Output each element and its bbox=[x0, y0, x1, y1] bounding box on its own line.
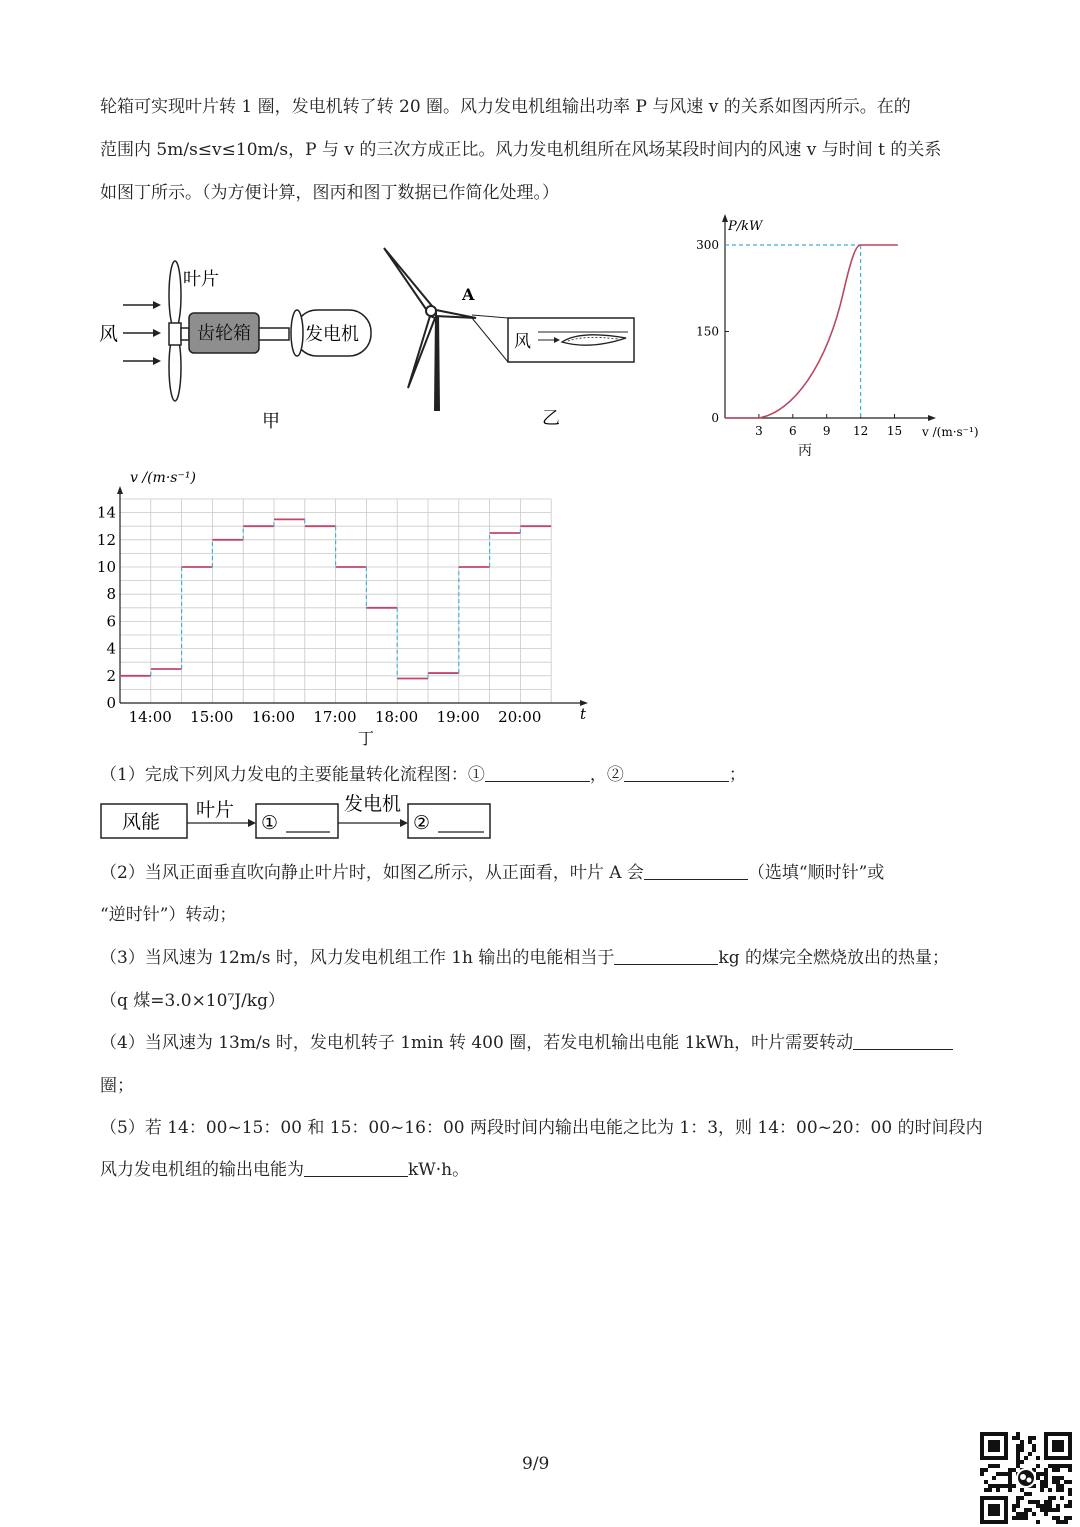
bing-ytick-label: 300 bbox=[696, 238, 719, 252]
qr-module bbox=[1064, 1480, 1068, 1484]
qr-module bbox=[1008, 1468, 1012, 1472]
turbine bbox=[384, 248, 476, 410]
question-1 bbox=[100, 760, 746, 785]
qr-code bbox=[980, 1432, 1072, 1524]
qr-module bbox=[1056, 1464, 1060, 1468]
q1-answer-blank-1[interactable] bbox=[485, 763, 590, 782]
qr-module bbox=[1016, 1496, 1020, 1500]
question-2-line-2: “逆时针”）转动； bbox=[100, 905, 237, 925]
qr-module bbox=[992, 1464, 996, 1468]
qr-module bbox=[1016, 1452, 1020, 1456]
qr-module bbox=[1036, 1500, 1040, 1504]
qr-module bbox=[1060, 1520, 1064, 1524]
qr-module bbox=[1040, 1472, 1044, 1476]
qr-module bbox=[1052, 1468, 1056, 1472]
bing-x-arrow bbox=[928, 415, 936, 421]
shaft-1 bbox=[181, 328, 189, 340]
qr-module bbox=[1036, 1464, 1040, 1468]
qr-module bbox=[1064, 1516, 1068, 1520]
qr-module bbox=[1048, 1496, 1052, 1500]
fig-jia-wind-label: 风 bbox=[99, 323, 119, 345]
qr-module bbox=[1024, 1456, 1028, 1460]
qr-module bbox=[1008, 1484, 1012, 1488]
qr-module bbox=[984, 1468, 988, 1472]
qr-module bbox=[984, 1488, 988, 1492]
qr-module bbox=[1008, 1480, 1012, 1484]
qr-module bbox=[1016, 1432, 1020, 1436]
qr-module bbox=[1036, 1504, 1040, 1508]
qr-module bbox=[1064, 1520, 1068, 1524]
qr-module bbox=[1016, 1456, 1020, 1460]
flow-box2-label: ① bbox=[261, 812, 279, 834]
ding-xtick-label: 18:00 bbox=[374, 708, 419, 726]
q3-text-b: kg 的煤完全燃烧放出的热量； bbox=[718, 948, 949, 968]
bing-xtick-label: 3 bbox=[755, 424, 763, 438]
qr-module bbox=[1056, 1476, 1060, 1480]
figure-jia bbox=[95, 255, 385, 435]
qr-module bbox=[1024, 1512, 1028, 1516]
q2-text-a: （2）当风正面垂直吹向静止叶片时，如图乙所示，从正面看，叶片 A 会 bbox=[100, 863, 644, 883]
qr-module bbox=[1020, 1440, 1024, 1444]
flow-arrow1-label: 叶片 bbox=[196, 799, 235, 821]
qr-module bbox=[1016, 1460, 1020, 1464]
bing-caption: 丙 bbox=[798, 443, 812, 459]
q3-text-a: （3）当风速为 12m/s 时，风力发电机组工作 1h 输出的电能相当于 bbox=[100, 948, 615, 968]
ding-xtick-label: 20:00 bbox=[498, 708, 542, 726]
qr-module bbox=[1020, 1488, 1024, 1492]
qr-module bbox=[1032, 1500, 1036, 1504]
qr-module bbox=[1008, 1488, 1012, 1492]
qr-module bbox=[1056, 1516, 1060, 1520]
q4-text-a: （4）当风速为 13m/s 时，发电机转子 1min 转 400 圈，若发电机输出电能 1kWh，叶片需要转动 bbox=[100, 1033, 854, 1053]
qr-module bbox=[1048, 1508, 1052, 1512]
q4-answer-blank[interactable] bbox=[853, 1031, 953, 1050]
fig-jia-generator-label: 发电机 bbox=[305, 324, 359, 345]
qr-module bbox=[1068, 1504, 1072, 1508]
chart-bing bbox=[690, 212, 990, 462]
question-5-line-1: （5）若 14：00~15：00 和 15：00~16：00 两段时间内输出电能之比为 1：3，则 14：00~20：00 的时间段内 bbox=[100, 1118, 983, 1138]
qr-module bbox=[1048, 1488, 1052, 1492]
qr-module bbox=[1068, 1480, 1072, 1484]
qr-module bbox=[1016, 1448, 1020, 1452]
qr-module bbox=[1056, 1520, 1060, 1524]
qr-module bbox=[1056, 1508, 1060, 1512]
qr-module bbox=[996, 1464, 1000, 1468]
bing-xtick-label: 15 bbox=[886, 424, 903, 438]
qr-module bbox=[1044, 1468, 1048, 1472]
ding-xtick-label: 15:00 bbox=[190, 708, 234, 726]
bing-xlabel: v /(m·s⁻¹) bbox=[922, 425, 979, 439]
fig-yi-wind-label: 风 bbox=[514, 332, 531, 352]
qr-module bbox=[1056, 1468, 1060, 1472]
q5-text-b: 风力发电机组的输出电能为 bbox=[100, 1160, 304, 1180]
q1-text: （1）完成下列风力发电的主要能量转化流程图：① bbox=[100, 765, 485, 785]
blade-upper bbox=[169, 261, 181, 329]
bing-ytick-label: 0 bbox=[711, 411, 719, 425]
qr-module bbox=[1048, 1500, 1052, 1504]
qr-module bbox=[1040, 1484, 1044, 1488]
bing-xtick-label: 12 bbox=[852, 424, 869, 438]
figure-yi bbox=[380, 240, 640, 435]
ding-ytick-group bbox=[97, 504, 116, 712]
qr-module bbox=[1012, 1504, 1016, 1508]
bing-power-curve bbox=[725, 245, 898, 418]
q1-sep: ，② bbox=[589, 765, 624, 785]
qr-module bbox=[1016, 1444, 1020, 1448]
qr-module bbox=[1024, 1516, 1028, 1520]
qr-module bbox=[1068, 1492, 1072, 1496]
qr-module bbox=[1032, 1444, 1036, 1448]
qr-module bbox=[1068, 1500, 1072, 1504]
qr-module bbox=[996, 1488, 1000, 1492]
ding-ytick-label: 2 bbox=[106, 666, 116, 685]
ding-ytick-label: 14 bbox=[96, 503, 116, 522]
qr-module bbox=[1044, 1472, 1048, 1476]
qr-module bbox=[1016, 1436, 1020, 1440]
qr-module bbox=[1044, 1500, 1048, 1504]
qr-module bbox=[1056, 1480, 1060, 1484]
qr-finder-core bbox=[988, 1440, 1000, 1452]
qr-module bbox=[1036, 1456, 1040, 1460]
ding-caption: 丁 bbox=[358, 729, 375, 748]
intro-line-1: 轮箱可实现叶片转 1 圈，发电机转了转 20 圈。风力发电机组输出功率 P 与风速 v 的关系如图丙所示。在的 bbox=[100, 97, 911, 117]
qr-module bbox=[1064, 1464, 1068, 1468]
qr-module bbox=[1060, 1488, 1064, 1492]
qr-module bbox=[1028, 1500, 1032, 1504]
ding-xtick-group bbox=[129, 708, 542, 726]
qr-module bbox=[1008, 1476, 1012, 1480]
qr-module bbox=[1044, 1476, 1048, 1480]
qr-module bbox=[984, 1480, 988, 1484]
ding-xtick-label: 19:00 bbox=[436, 708, 480, 726]
ding-ytick-label: 6 bbox=[106, 612, 116, 631]
qr-module bbox=[1032, 1512, 1036, 1516]
qr-module bbox=[992, 1476, 996, 1480]
flow-arrowhead-1 bbox=[248, 819, 256, 827]
bing-xtick-label: 9 bbox=[822, 424, 831, 438]
callout-line-2 bbox=[472, 318, 508, 362]
qr-module bbox=[1064, 1504, 1068, 1508]
shaft-2 bbox=[259, 328, 289, 340]
ding-ytick-label: 4 bbox=[106, 639, 116, 658]
ding-ytick-label: 12 bbox=[96, 530, 116, 549]
fig-jia-blade-label: 叶片 bbox=[183, 269, 219, 290]
qr-finder-core bbox=[988, 1504, 1000, 1516]
intro-line-2: 范围内 5m/s≤v≤10m/s，P 与 v 的三次方成正比。风力发电机组所在风场某段时间内的风速 v 与时间 t 的关系 bbox=[100, 140, 942, 160]
qr-module bbox=[1040, 1480, 1044, 1484]
energy-flowchart bbox=[98, 790, 498, 842]
qr-module bbox=[1032, 1448, 1036, 1452]
ding-xtick-label: 14:00 bbox=[128, 708, 172, 726]
qr-module bbox=[1048, 1464, 1052, 1468]
ding-xtick-label: 16:00 bbox=[251, 708, 296, 726]
qr-finder-core bbox=[1052, 1440, 1064, 1452]
ding-ytick-label: 10 bbox=[96, 558, 116, 576]
bing-ytick-group bbox=[696, 238, 729, 425]
qr-module bbox=[1052, 1464, 1056, 1468]
qr-module bbox=[1012, 1508, 1016, 1512]
fig-jia-caption: 甲 bbox=[262, 411, 280, 432]
qr-module bbox=[1052, 1508, 1056, 1512]
qr-module bbox=[1008, 1472, 1012, 1476]
qr-module bbox=[1044, 1480, 1048, 1484]
qr-module bbox=[980, 1468, 984, 1472]
qr-module bbox=[1040, 1508, 1044, 1512]
qr-module bbox=[992, 1484, 996, 1488]
qr-module bbox=[1000, 1472, 1004, 1476]
qr-module bbox=[1068, 1488, 1072, 1492]
q1-end: ； bbox=[728, 765, 746, 785]
q3-answer-blank[interactable] bbox=[614, 946, 718, 965]
ding-xtick-label: 17:00 bbox=[313, 708, 357, 726]
qr-module bbox=[1012, 1516, 1016, 1520]
qr-module bbox=[1020, 1460, 1024, 1464]
bing-guides bbox=[725, 245, 861, 418]
q5-answer-blank[interactable] bbox=[304, 1158, 408, 1177]
qr-module bbox=[1020, 1512, 1024, 1516]
qr-module bbox=[1024, 1492, 1028, 1496]
generator-end bbox=[291, 310, 303, 356]
qr-module bbox=[1012, 1484, 1016, 1488]
chart-ding bbox=[92, 462, 602, 752]
qr-module bbox=[1036, 1520, 1040, 1524]
qr-module bbox=[988, 1484, 992, 1488]
qr-module bbox=[1060, 1476, 1064, 1480]
qr-module bbox=[1024, 1508, 1028, 1512]
ding-y-arrow bbox=[117, 486, 123, 494]
qr-module bbox=[1056, 1504, 1060, 1508]
qr-module bbox=[1020, 1496, 1024, 1500]
qr-module bbox=[1068, 1464, 1072, 1468]
hub bbox=[169, 323, 181, 345]
qr-module bbox=[1052, 1496, 1056, 1500]
qr-module bbox=[1048, 1504, 1052, 1508]
qr-module bbox=[1028, 1452, 1032, 1456]
question-3-line-2: （q 煤=3.0×10⁷J/kg） bbox=[100, 991, 285, 1011]
qr-module bbox=[1032, 1436, 1036, 1440]
qr-module bbox=[1016, 1500, 1020, 1504]
qr-module bbox=[1004, 1484, 1008, 1488]
qr-module bbox=[1068, 1516, 1072, 1520]
qr-module bbox=[1028, 1508, 1032, 1512]
wind-arrows bbox=[123, 301, 161, 365]
qr-module bbox=[996, 1472, 1000, 1476]
qr-module bbox=[1028, 1440, 1032, 1444]
qr-module bbox=[1004, 1472, 1008, 1476]
ding-ylabel: v /(m·s⁻¹) bbox=[130, 470, 196, 486]
qr-module bbox=[1044, 1504, 1048, 1508]
label-a: A bbox=[462, 285, 475, 304]
fig-jia-gearbox-label: 齿轮箱 bbox=[197, 323, 251, 344]
qr-module bbox=[1068, 1468, 1072, 1472]
q1-answer-blank-2[interactable] bbox=[624, 763, 729, 782]
question-2-line-1 bbox=[100, 858, 884, 883]
flow-arrow2-label: 发电机 bbox=[344, 793, 402, 815]
question-5-line-2 bbox=[100, 1155, 469, 1180]
callout-line-1 bbox=[472, 315, 508, 318]
qr-module bbox=[1060, 1496, 1064, 1500]
qr-module bbox=[1000, 1484, 1004, 1488]
qr-module bbox=[1016, 1516, 1020, 1520]
qr-module bbox=[1044, 1512, 1048, 1516]
intro-line-3: 如图丁所示。（为方便计算，图丙和图丁数据已作简化处理。） bbox=[100, 183, 559, 203]
ding-ytick-label: 8 bbox=[106, 585, 116, 604]
qr-module bbox=[1028, 1436, 1032, 1440]
qr-module bbox=[1012, 1468, 1016, 1472]
ding-xlabel: t bbox=[580, 705, 587, 723]
fig-yi-caption: 乙 bbox=[542, 408, 560, 429]
qr-module bbox=[1060, 1484, 1064, 1488]
qr-module bbox=[1020, 1448, 1024, 1452]
qr-module bbox=[1040, 1488, 1044, 1492]
qr-module bbox=[1052, 1516, 1056, 1520]
question-4-line-1 bbox=[100, 1028, 953, 1053]
page-number: 9/9 bbox=[522, 1454, 550, 1474]
flow-arrowhead-2 bbox=[400, 819, 408, 827]
ding-ytick-label: 0 bbox=[106, 694, 116, 712]
qr-module bbox=[1016, 1512, 1020, 1516]
question-4-line-2: 圈； bbox=[100, 1076, 134, 1096]
qr-module bbox=[1044, 1484, 1048, 1488]
q2-answer-blank[interactable] bbox=[644, 861, 748, 880]
qr-module bbox=[1028, 1492, 1032, 1496]
wechat-icon-bubble bbox=[1020, 1474, 1026, 1480]
bing-ylabel: P/kW bbox=[728, 219, 763, 234]
qr-module bbox=[1056, 1488, 1060, 1492]
qr-module bbox=[1036, 1476, 1040, 1480]
qr-module bbox=[1040, 1504, 1044, 1508]
qr-module bbox=[996, 1484, 1000, 1488]
qr-module bbox=[1012, 1436, 1016, 1440]
q2-text-b: （选填“顺时针”或 bbox=[747, 863, 885, 883]
flow-box3-label: ② bbox=[413, 812, 431, 834]
qr-module bbox=[1016, 1504, 1020, 1508]
qr-module bbox=[1052, 1476, 1056, 1480]
qr-module bbox=[980, 1472, 984, 1476]
bing-ytick-label: 150 bbox=[696, 324, 719, 339]
question-3-line-1 bbox=[100, 943, 949, 968]
wechat-icon-bubble bbox=[1027, 1478, 1032, 1483]
qr-module bbox=[988, 1488, 992, 1492]
qr-module bbox=[1020, 1516, 1024, 1520]
qr-module bbox=[1052, 1480, 1056, 1484]
qr-module bbox=[1056, 1484, 1060, 1488]
bing-xtick-label: 6 bbox=[788, 424, 797, 438]
qr-module bbox=[1016, 1464, 1020, 1468]
q5-text-c: kW·h。 bbox=[408, 1160, 470, 1180]
qr-module bbox=[1020, 1444, 1024, 1448]
qr-module bbox=[1036, 1472, 1040, 1476]
flow-box1-label: 风能 bbox=[122, 811, 161, 833]
qr-module bbox=[1044, 1508, 1048, 1512]
qr-module bbox=[1060, 1464, 1064, 1468]
qr-module bbox=[988, 1464, 992, 1468]
